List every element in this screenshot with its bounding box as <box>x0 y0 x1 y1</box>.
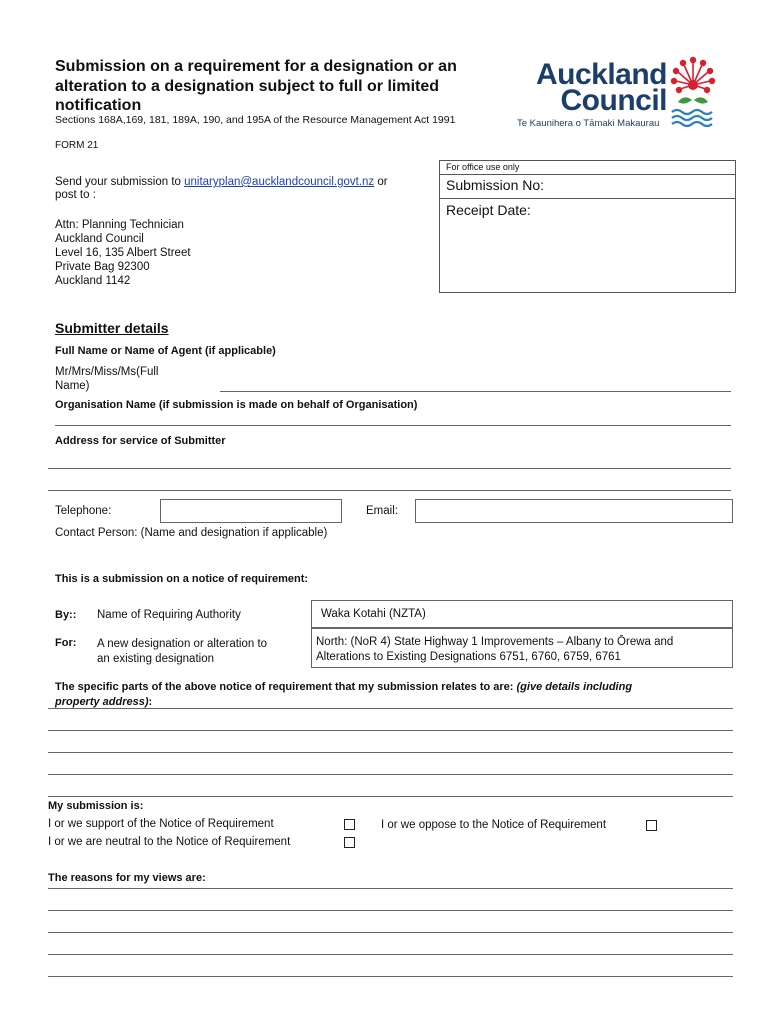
office-divider <box>439 198 735 199</box>
support-checkbox[interactable] <box>344 819 355 830</box>
specific-parts-line[interactable] <box>48 796 733 797</box>
submission-no-label: Submission No: <box>446 177 545 193</box>
support-label: I or we support of the Notice of Requirement <box>48 818 274 830</box>
send-instructions <box>55 176 440 202</box>
brand-name <box>535 58 667 117</box>
title-label-line: Name) <box>55 380 90 392</box>
title-label-line: Mr/Mrs/Miss/Ms(Full <box>55 366 159 378</box>
address-field-line[interactable] <box>48 490 731 491</box>
specific-parts-line[interactable] <box>48 774 733 775</box>
address-line: Attn: Planning Technician <box>55 219 184 231</box>
reasons-line[interactable] <box>48 976 733 977</box>
oppose-checkbox[interactable] <box>646 820 657 831</box>
for-label: For: <box>55 637 77 649</box>
neutral-checkbox[interactable] <box>344 837 355 848</box>
reasons-heading: The reasons for my views are: <box>48 872 206 884</box>
reasons-line[interactable] <box>48 932 733 933</box>
specific-parts-italic: (give details including <box>516 681 633 693</box>
address-line: Level 16, 135 Albert Street <box>55 247 191 259</box>
my-submission-heading: My submission is: <box>48 800 144 812</box>
telephone-input[interactable] <box>160 499 342 523</box>
submitter-details-heading: Submitter details <box>55 320 169 336</box>
notice-heading: This is a submission on a notice of requirement: <box>55 573 309 585</box>
form-number: FORM 21 <box>55 140 99 151</box>
requiring-authority-value: Waka Kotahi (NZTA) <box>311 600 733 628</box>
for-description-line: an existing designation <box>97 653 214 665</box>
brand-name-line1: Auckland <box>535 58 667 91</box>
designation-value <box>311 628 733 668</box>
address-service-label: Address for service of Submitter <box>55 435 226 447</box>
organisation-label: Organisation Name (if submission is made on behalf of Organisation) <box>55 399 418 411</box>
address-line: Auckland Council <box>55 233 144 245</box>
reasons-line[interactable] <box>48 954 733 955</box>
title-label <box>55 365 158 393</box>
neutral-label: I or we are neutral to the Notice of Requirement <box>48 836 291 848</box>
email-input[interactable] <box>415 499 733 523</box>
form-title: Submission on a requirement for a designation or an alteration to a designation subject to full or limited notification <box>55 58 457 114</box>
office-divider <box>439 174 735 175</box>
send-post-to: post to : <box>55 189 96 201</box>
reasons-line[interactable] <box>48 910 733 911</box>
by-description: Name of Requiring Authority <box>97 609 241 621</box>
specific-parts-line[interactable] <box>48 730 733 731</box>
postal-address <box>55 218 191 288</box>
specific-parts-label <box>55 680 745 710</box>
contact-person-label: Contact Person: (Name and designation if applicable) <box>55 527 328 539</box>
oppose-label: I or we oppose to the Notice of Requirement <box>381 819 607 831</box>
specific-parts-line[interactable] <box>48 708 733 709</box>
pohutukawa-flower-icon <box>670 54 716 130</box>
brand-name-line2: Council <box>560 84 667 117</box>
specific-parts-text: The specific parts of the above notice of requirement that my submission relates to are: <box>55 681 517 693</box>
submission-email-link[interactable]: unitaryplan@aucklandcouncil.govt.nz <box>184 176 375 188</box>
receipt-date-label: Receipt Date: <box>446 202 531 218</box>
email-label: Email: <box>366 505 398 517</box>
address-line: Private Bag 92300 <box>55 261 150 273</box>
full-name-field[interactable] <box>220 391 731 392</box>
specific-parts-line[interactable] <box>48 752 733 753</box>
for-description-line: A new designation or alteration to <box>97 638 268 650</box>
telephone-label: Telephone: <box>55 505 112 517</box>
act-sections: Sections 168A,169, 181, 189A, 190, and 195A of the Resource Management Act 1991 <box>55 114 456 126</box>
office-use-heading: For office use only <box>446 162 520 172</box>
specific-parts-colon: : <box>148 696 153 708</box>
send-prefix: Send your submission to <box>55 176 185 188</box>
designation-value-line: Alterations to Existing Designations 6751, 6760, 6759, 6761 <box>316 651 621 663</box>
address-field-line[interactable] <box>48 468 731 469</box>
brand-tagline: Te Kaunihera o Tāmaki Makaurau <box>517 118 660 129</box>
send-suffix: or <box>374 176 388 188</box>
reasons-line[interactable] <box>48 888 733 889</box>
for-description <box>97 637 267 667</box>
by-label: By:: <box>55 609 77 621</box>
address-line: Auckland 1142 <box>55 275 131 287</box>
full-name-label: Full Name or Name of Agent (if applicable) <box>55 345 276 357</box>
specific-parts-italic: property address) <box>55 696 149 708</box>
designation-value-line: North: (NoR 4) State Highway 1 Improvements – Albany to Ōrewa and <box>316 636 674 648</box>
organisation-field[interactable] <box>55 425 731 426</box>
